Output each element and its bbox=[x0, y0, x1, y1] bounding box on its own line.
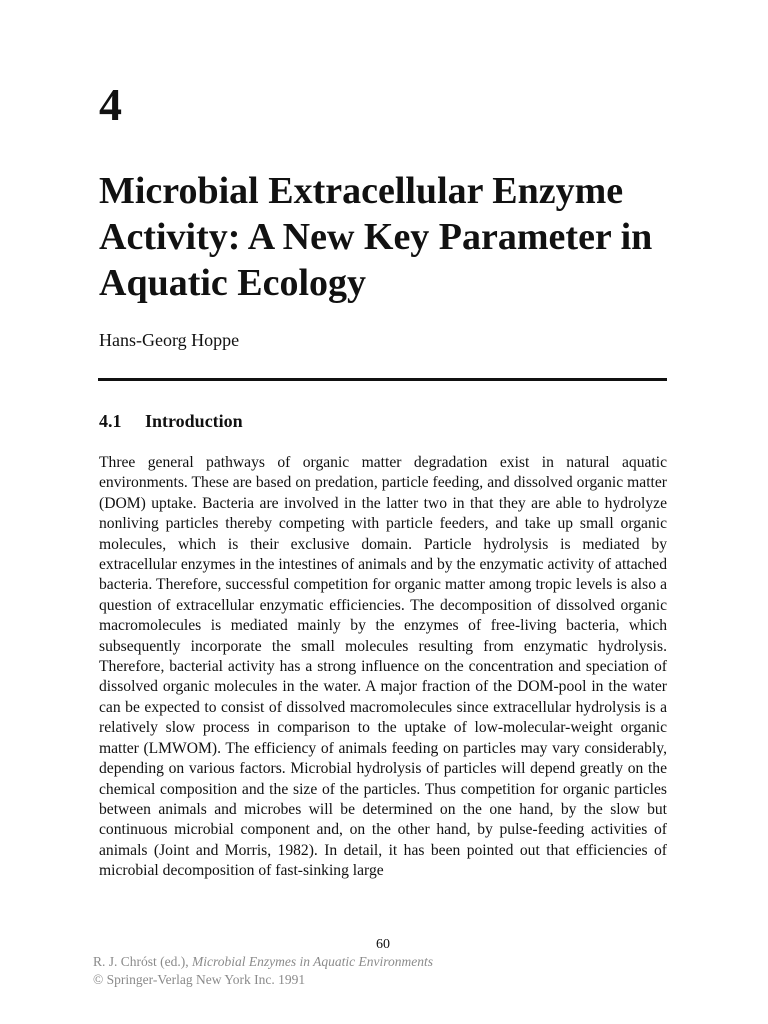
author-name: Hans-Georg Hoppe bbox=[99, 330, 240, 350]
title-rule bbox=[98, 378, 667, 381]
citation-editor: R. J. Chróst (ed.), bbox=[93, 954, 192, 969]
section-number: 4.1 bbox=[99, 411, 122, 431]
footer-citation bbox=[93, 953, 433, 989]
section-title: Introduction bbox=[145, 411, 243, 431]
section-heading bbox=[99, 411, 243, 432]
chapter-number: 4 bbox=[99, 79, 122, 130]
citation-line bbox=[93, 953, 433, 971]
page-number: 60 bbox=[376, 937, 390, 952]
copyright-line: © Springer-Verlag New York Inc. 1991 bbox=[93, 972, 306, 987]
body-paragraph: Three general pathways of organic matter degradation exist in natural aquatic environments. These are based on predation, particle feeding, and dissolved organic matter (DOM) uptake. Bacteria are involved in the latter two in that they are able to hydrolyze nonliving particles thereby competing with particle feeders, and take up small organic molecules, which is their exclusive domain. Particle hydrolysis is mediated by extracellular enzymes in the intestines of animals and by the enzymatic activity of attached bacteria. Therefore, successful competition for organic matter among tropic levels is also a question of extracellular enzymatic efficiencies. The decomposition of dissolved organic macromolecules is mediated mainly by the enzymes of free-living bacteria, which subsequently incorporate the small molecules resulting from enzymatic hydrolysis. Therefore, bacterial activity has a strong influence on the concentration and speciation of dissolved organic molecules in the water. A major fraction of the DOM-pool in the water can be expected to consist of dissolved macromolecules since extracellular hydrolysis is a relatively slow process in comparison to the uptake of low-molecular-weight organic matter (LMWOM). The efficiency of animals feeding on particles may vary considerably, depending on various factors. Microbial hydrolysis of particles will depend greatly on the chemical composition and the size of the particles. Thus competition for organic particles between animals and microbes will be determined on the one hand, by the slow but continuous microbial component and, on the other hand, by pulse-feeding activities of animals (Joint and Morris, 1982). In detail, it has been pointed out that efficiencies of microbial decomposition of fast-sinking large bbox=[99, 454, 667, 880]
citation-book-title: Microbial Enzymes in Aquatic Environments bbox=[192, 954, 433, 969]
chapter-title: Microbial Extracellular Enzyme Activity: A New Key Parameter in Aquatic Ecology bbox=[99, 170, 653, 304]
